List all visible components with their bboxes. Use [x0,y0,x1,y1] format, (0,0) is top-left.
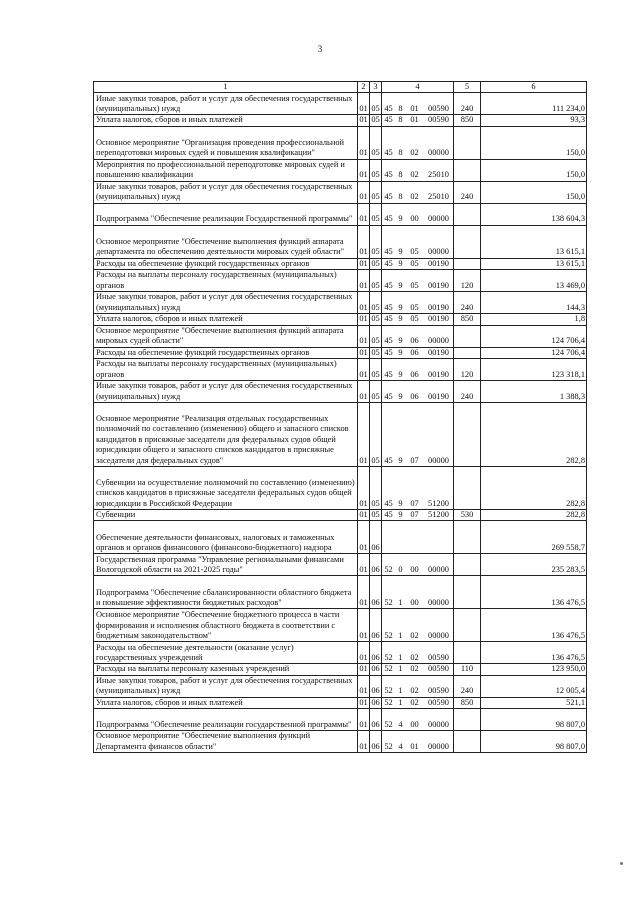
cell-subprogram: 9 [396,467,406,510]
cell-amount: 93,3 [481,115,587,126]
cell-program: 45 [382,115,396,126]
cell-razdel: 05 [370,292,382,314]
cell-amount: 521,1 [481,697,587,708]
cell-program: 45 [382,403,396,467]
cell-ved: 01 [358,521,370,554]
cell-expense-type [454,731,481,753]
cell-expense-type: 850 [454,115,481,126]
cell-ved: 01 [358,93,370,115]
cell-razdel: 05 [370,403,382,467]
table-row [94,675,587,697]
cell-subprogram: 0 [396,554,406,576]
table-row [94,467,587,510]
cell-amount: 136 476,5 [481,576,587,609]
cell-direction: 00000 [424,709,454,731]
cell-name: Подпрограмма "Обеспечение реализации государственной программы" [94,709,358,731]
cell-subprogram: 9 [396,270,406,292]
cell-event: 05 [406,225,424,258]
cell-name: Субвенции [94,510,358,521]
cell-razdel: 06 [370,731,382,753]
cell-subprogram: 1 [396,697,406,708]
cell-razdel: 05 [371,258,380,268]
cell-expense-type [454,576,481,609]
cell-amount: 98 807,0 [481,731,587,753]
table-row [94,225,587,258]
cell-expense-type: 850 [454,314,481,325]
table-row [94,203,587,225]
table-row [94,270,587,292]
cell-direction: 00590 [424,675,454,697]
cell-expense-type [454,159,481,181]
cell-event: 02 [406,664,424,675]
cell-direction: 00190 [424,270,454,292]
cell-ved: 01 [358,554,370,576]
cell-subprogram: 8 [396,115,406,126]
cell-direction: 00590 [424,115,454,126]
budget-table [93,81,587,753]
cell-name: Основное мероприятие "Обеспечение выполнения функций аппарата департамента по обеспечению деятельности мировых судей области" [94,225,358,258]
cell-program: 45 [382,203,396,225]
cell-event: 02 [406,697,424,708]
cell-event: 05 [406,292,424,314]
cell-direction: 00190 [424,314,454,325]
cell-ved: 01 [359,347,368,357]
cell-event: 02 [406,609,424,642]
cell-amount: 1,8 [481,314,587,325]
cell-subprogram: 9 [396,314,406,325]
table-row [94,664,587,675]
cell-expense-type: 530 [454,510,481,521]
cell-razdel: 06 [370,576,382,609]
cell-amount: 13 615,1 [481,258,587,269]
cell-razdel: 06 [371,664,380,674]
table-row [94,731,587,753]
cell-ved: 01 [359,697,368,707]
cell-direction: 00000 [424,126,454,159]
cell-razdel: 05 [370,381,382,403]
cell-name: Основное мероприятие "Обеспечение бюджетного процесса в части формирования и исполнения областного бюджета в соответствии с бюджетным законодательством" [94,609,358,642]
table-row [94,314,587,325]
cell-event [406,521,424,554]
cell-name: Иные закупки товаров, работ и услуг для обеспечения государственных (муниципальных) нужд [94,675,358,697]
cell-name: Обеспечение деятельности финансовых, налоговых и таможенных органов и органов финансового (финансово-бюджетного) надзора [94,521,358,554]
cell-event: 00 [406,709,424,731]
cell-direction: 00190 [424,381,454,403]
cell-program: 45 [382,225,396,258]
page-number: 3 [317,44,323,54]
cell-subprogram: 9 [396,225,406,258]
cell-name: Уплата налогов, сборов и иных платежей [94,697,358,708]
table-row [94,609,587,642]
cell-name: Основное мероприятие "Реализация отдельных государственных полномочий по составлению (изменению) общего и запасного списков кандидатов в присяжные заседатели для федеральных судов общей юрисдикции общего и запасного списков кандидатов в присяжные заседатели для федеральных судов" [94,403,358,467]
cell-ved: 01 [358,381,370,403]
cell-direction: 00000 [424,225,454,258]
cell-direction: 51200 [424,467,454,510]
cell-razdel: 05 [370,225,382,258]
cell-amount: 282,8 [481,510,587,521]
cell-subprogram: 9 [396,403,406,467]
cell-expense-type [454,403,481,467]
cell-direction: 00190 [424,359,454,381]
cell-event: 02 [406,159,424,181]
cell-amount: 282,8 [481,403,587,467]
cell-direction: 00190 [424,292,454,314]
table-row [94,709,587,731]
cell-ved: 01 [358,709,370,731]
cell-event: 02 [406,675,424,697]
table-row [94,381,587,403]
cell-ved: 01 [358,642,370,664]
cell-amount: 235 283,5 [481,554,587,576]
cell-razdel: 05 [371,347,380,357]
cell-amount: 13 615,1 [481,225,587,258]
cell-direction: 00000 [424,576,454,609]
cell-amount: 136 476,5 [481,642,587,664]
table-row [94,521,587,554]
cell-ved: 01 [358,270,370,292]
cell-program: 52 [382,642,396,664]
cell-event: 00 [406,576,424,609]
cell-expense-type [454,521,481,554]
cell-amount: 124 706,4 [481,347,587,358]
cell-razdel: 06 [371,697,380,707]
cell-subprogram: 4 [396,731,406,753]
cell-name: Иные закупки товаров, работ и услуг для обеспечения государственных (муниципальных) нужд [94,93,358,115]
cell-direction: 25010 [424,159,454,181]
cell-subprogram: 9 [396,203,406,225]
cell-ved: 01 [358,325,370,347]
cell-program: 52 [382,731,396,753]
cell-expense-type: 240 [454,675,481,697]
cell-program: 45 [382,325,396,347]
cell-name: Уплата налогов, сборов и иных платежей [94,314,358,325]
cell-direction: 00590 [424,697,454,708]
cell-name: Подпрограмма "Обеспечение реализации Государственной программы" [94,203,358,225]
header-col-3: 3 [370,82,382,93]
cell-ved: 01 [358,126,370,159]
cell-subprogram: 1 [396,576,406,609]
cell-razdel: 05 [370,93,382,115]
cell-program: 45 [382,314,396,325]
table-row [94,258,587,269]
cell-program: 45 [382,93,396,115]
cell-name: Уплата налогов, сборов и иных платежей [94,115,358,126]
cell-razdel: 06 [370,709,382,731]
cell-amount: 150,0 [481,126,587,159]
cell-subprogram: 9 [396,381,406,403]
cell-event: 00 [406,203,424,225]
cell-direction: 51200 [424,510,454,521]
cell-expense-type [454,609,481,642]
cell-direction: 00590 [424,664,454,675]
cell-amount: 282,8 [481,467,587,510]
cell-amount: 150,0 [481,181,587,203]
header-col-1: 1 [94,82,358,93]
cell-amount: 111 234,0 [481,93,587,115]
cell-program: 52 [382,664,396,675]
table-row [94,159,587,181]
cell-event: 06 [406,359,424,381]
cell-event: 07 [406,467,424,510]
cell-amount: 13 469,0 [481,270,587,292]
cell-amount: 144,3 [481,292,587,314]
cell-ved: 01 [358,203,370,225]
cell-program: 45 [382,359,396,381]
cell-name: Иные закупки товаров, работ и услуг для обеспечения государственных (муниципальных) нужд [94,181,358,203]
cell-event: 01 [406,93,424,115]
cell-ved: 01 [358,292,370,314]
cell-razdel: 05 [370,467,382,510]
cell-expense-type: 240 [454,181,481,203]
cell-program: 52 [382,675,396,697]
cell-subprogram: 4 [396,709,406,731]
cell-direction: 00000 [424,609,454,642]
cell-subprogram: 9 [396,325,406,347]
cell-direction: 00000 [424,325,454,347]
cell-ved: 01 [358,731,370,753]
table-row [94,554,587,576]
cell-ved: 01 [359,664,368,674]
cell-expense-type: 850 [454,697,481,708]
cell-ved: 01 [358,225,370,258]
cell-direction: 00590 [424,93,454,115]
cell-amount: 98 807,0 [481,709,587,731]
cell-name: Подпрограмма "Обеспечение сбалансированности областного бюджета и повышение эффективности бюджетных расходов" [94,576,358,609]
table-row [94,697,587,708]
cell-expense-type: 110 [454,664,481,675]
cell-name: Расходы на выплаты персоналу государственных (муниципальных) органов [94,270,358,292]
cell-ved: 01 [358,403,370,467]
cell-razdel: 06 [370,642,382,664]
cell-subprogram: 8 [396,126,406,159]
cell-program: 45 [382,381,396,403]
cell-direction: 00000 [424,731,454,753]
cell-expense-type [454,709,481,731]
cell-subprogram: 1 [396,675,406,697]
cell-ved: 01 [358,359,370,381]
cell-expense-type [454,347,481,358]
cell-ved: 01 [358,181,370,203]
cell-ved: 01 [358,675,370,697]
cell-razdel: 05 [370,359,382,381]
cell-ved: 01 [359,115,368,125]
cell-ved: 01 [358,159,370,181]
cell-razdel: 05 [370,159,382,181]
cell-razdel: 06 [370,554,382,576]
cell-expense-type [454,126,481,159]
cell-razdel: 05 [371,115,380,125]
cell-program: 45 [382,510,396,521]
cell-event: 01 [406,731,424,753]
cell-program: 52 [382,697,396,708]
cell-amount: 269 558,7 [481,521,587,554]
cell-expense-type: 120 [454,359,481,381]
cell-amount: 1 388,3 [481,381,587,403]
cell-razdel: 06 [370,521,382,554]
cell-event: 06 [406,381,424,403]
cell-program [382,521,396,554]
cell-direction: 00590 [424,642,454,664]
cell-event: 02 [406,126,424,159]
cell-expense-type [454,325,481,347]
cell-event: 06 [406,325,424,347]
cell-subprogram: 9 [396,510,406,521]
cell-direction: 25010 [424,181,454,203]
table-row [94,359,587,381]
cell-expense-type [454,554,481,576]
header-col-5: 5 [454,82,481,93]
cell-program: 52 [382,609,396,642]
table-row [94,325,587,347]
cell-direction: 00000 [424,403,454,467]
cell-expense-type [454,642,481,664]
cell-subprogram: 8 [396,181,406,203]
header-col-6: 6 [481,82,587,93]
table-row [94,510,587,521]
cell-subprogram: 8 [396,93,406,115]
cell-amount: 138 604,3 [481,203,587,225]
cell-event: 05 [406,314,424,325]
cell-razdel: 06 [370,609,382,642]
cell-razdel: 05 [370,325,382,347]
cell-amount: 123 318,1 [481,359,587,381]
cell-razdel: 05 [371,314,380,324]
table-row [94,576,587,609]
cell-event: 02 [406,642,424,664]
table-row [94,403,587,467]
scan-dot [620,862,623,865]
cell-ved: 01 [359,314,368,324]
cell-expense-type: 240 [454,93,481,115]
cell-direction [424,521,454,554]
cell-expense-type [454,258,481,269]
cell-ved: 01 [359,258,368,268]
cell-direction: 00000 [424,203,454,225]
cell-ved: 01 [358,609,370,642]
cell-name: Основное мероприятие "Обеспечение выполнения функций Департамента финансов области" [94,731,358,753]
cell-event: 07 [406,403,424,467]
cell-name: Расходы на выплаты персоналу государственных (муниципальных) органов [94,359,358,381]
cell-razdel: 06 [370,675,382,697]
table-row [94,347,587,358]
cell-razdel: 05 [370,203,382,225]
cell-name: Расходы на обеспечение функций государственных органов [94,347,358,358]
cell-name: Мероприятия по профессиональной переподготовке мировых судей и повышению квалификации [94,159,358,181]
cell-subprogram: 1 [396,664,406,675]
cell-program: 45 [382,292,396,314]
cell-expense-type: 240 [454,292,481,314]
cell-subprogram: 1 [396,609,406,642]
cell-direction: 00190 [424,258,454,269]
cell-program: 52 [382,709,396,731]
header-row [94,82,587,93]
cell-event: 02 [406,181,424,203]
cell-subprogram [396,521,406,554]
cell-direction: 00000 [424,554,454,576]
cell-razdel: 05 [370,126,382,159]
cell-program: 52 [382,554,396,576]
cell-ved: 01 [359,510,368,520]
cell-expense-type [454,225,481,258]
cell-subprogram: 9 [396,359,406,381]
cell-subprogram: 1 [396,642,406,664]
cell-name: Расходы на выплаты персоналу казенных учреждений [94,664,358,675]
cell-subprogram: 9 [396,347,406,358]
cell-name: Субвенции на осуществление полномочий по составлению (изменению) списков кандидатов в присяжные заседатели федеральных судов общей юрисдикции в Российской Федерации [94,467,358,510]
cell-razdel: 05 [370,270,382,292]
cell-program: 45 [382,126,396,159]
table-row [94,115,587,126]
header-col-4: 4 [382,82,454,93]
cell-name: Основное мероприятие "Обеспечение выполнения функций аппарата мировых судей области" [94,325,358,347]
cell-program: 45 [382,467,396,510]
cell-subprogram: 9 [396,258,406,269]
header-col-2: 2 [358,82,370,93]
cell-expense-type: 240 [454,381,481,403]
table-row [94,181,587,203]
cell-expense-type [454,203,481,225]
cell-ved: 01 [358,467,370,510]
cell-ved: 01 [358,576,370,609]
cell-event: 05 [406,258,424,269]
table-row [94,292,587,314]
cell-program: 45 [382,159,396,181]
table-row [94,93,587,115]
cell-expense-type [454,467,481,510]
cell-amount: 12 005,4 [481,675,587,697]
cell-subprogram: 9 [396,292,406,314]
cell-amount: 123 950,0 [481,664,587,675]
cell-name: Основное мероприятие "Организация проведения профессиональной переподготовки мировых судей и повышения квалификации" [94,126,358,159]
cell-razdel: 05 [371,510,380,520]
cell-program: 45 [382,270,396,292]
cell-name: Расходы на обеспечение деятельности (оказание услуг) государственных учреждений [94,642,358,664]
cell-name: Иные закупки товаров, работ и услуг для обеспечения государственных (муниципальных) нужд [94,381,358,403]
cell-amount: 150,0 [481,159,587,181]
cell-event: 00 [406,554,424,576]
cell-name: Государственная программа "Управление региональными финансами Вологодской области на 2021-2025 годы" [94,554,358,576]
cell-subprogram: 8 [396,159,406,181]
cell-name: Иные закупки товаров, работ и услуг для обеспечения государственных (муниципальных) нужд [94,292,358,314]
cell-direction: 00190 [424,347,454,358]
cell-expense-type: 120 [454,270,481,292]
cell-program: 45 [382,347,396,358]
cell-event: 01 [406,115,424,126]
cell-amount: 124 706,4 [481,325,587,347]
cell-amount: 136 476,5 [481,609,587,642]
cell-program: 45 [382,181,396,203]
cell-program: 45 [382,258,396,269]
table-row [94,642,587,664]
cell-razdel: 05 [370,181,382,203]
cell-name: Расходы на обеспечение функций государственных органов [94,258,358,269]
cell-event: 07 [406,510,424,521]
cell-program: 52 [382,576,396,609]
table-row [94,126,587,159]
cell-event: 06 [406,347,424,358]
cell-event: 05 [406,270,424,292]
